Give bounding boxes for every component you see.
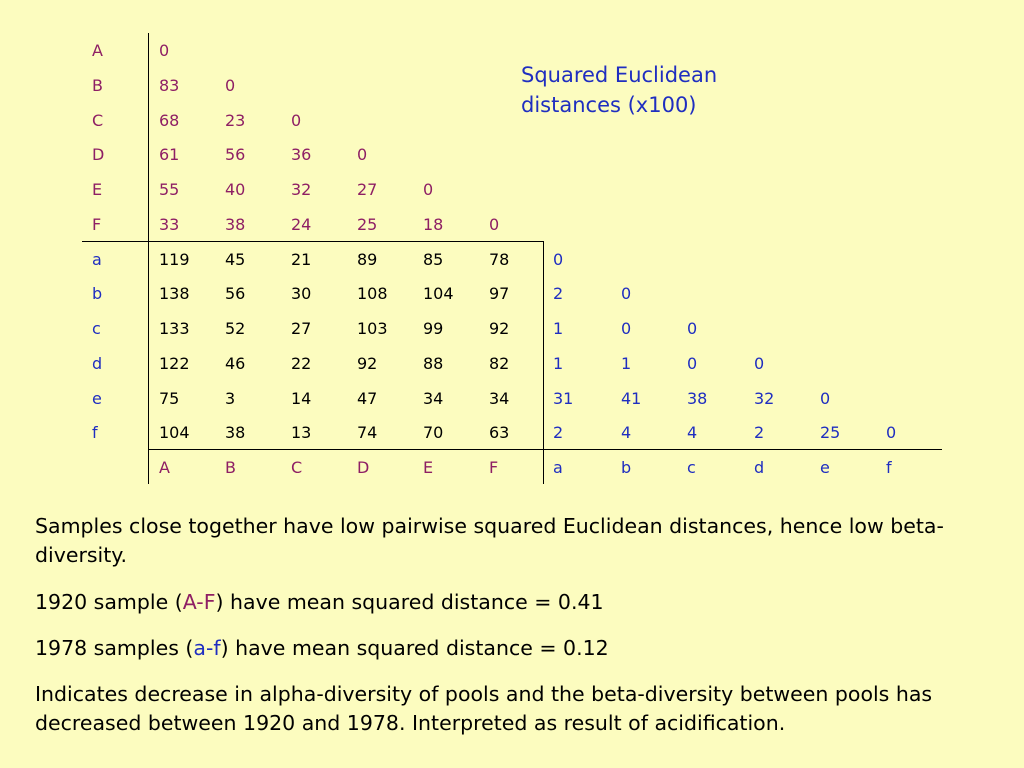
column-label: A (159, 458, 170, 477)
row-label: E (92, 180, 103, 199)
matrix-cell: 45 (225, 249, 246, 269)
paragraph-1978-range: a-f (193, 636, 221, 660)
matrix-cell: 85 (423, 249, 444, 269)
matrix-cell: 1 (621, 353, 632, 373)
matrix-cell: 18 (423, 214, 444, 234)
row-label: D (92, 145, 105, 165)
matrix-cell: 4 (621, 423, 632, 443)
paragraph-1920-suffix: ) have mean squared distance = 0.41 (215, 590, 604, 614)
matrix-cell: 38 (225, 214, 246, 234)
paragraph-1920-prefix: 1920 sample ( (35, 590, 183, 614)
row-label: C (92, 110, 104, 130)
matrix-cell: 133 (159, 319, 190, 338)
matrix-cell: 0 (621, 319, 632, 338)
row-label: b (92, 284, 103, 304)
matrix-cell: 32 (754, 388, 775, 408)
group-divider-vertical (543, 241, 544, 484)
column-label: a (553, 458, 563, 477)
matrix-cell: 92 (357, 353, 378, 373)
matrix-cell: 21 (291, 249, 312, 269)
matrix-cell: 78 (489, 249, 510, 269)
matrix-cell: 70 (423, 423, 444, 443)
column-label: C (291, 458, 303, 477)
matrix-cell: 0 (687, 319, 698, 338)
column-label: b (621, 458, 632, 477)
matrix-cell: 34 (423, 388, 444, 408)
group-divider-horizontal (82, 241, 544, 242)
row-label: B (92, 75, 103, 95)
matrix-cell: 61 (159, 145, 180, 165)
matrix-cell: 82 (489, 353, 510, 373)
row-label: e (92, 388, 102, 408)
matrix-cell: 4 (687, 423, 698, 443)
matrix-cell: 0 (291, 110, 302, 130)
matrix-cell: 3 (225, 388, 236, 408)
row-label: a (92, 249, 102, 269)
matrix-cell: 74 (357, 423, 378, 443)
matrix-cell: 122 (159, 353, 190, 373)
matrix-cell: 2 (553, 284, 564, 304)
matrix-cell: 0 (553, 249, 564, 269)
matrix-cell: 13 (291, 423, 312, 443)
matrix-cell: 88 (423, 353, 444, 373)
matrix-cell: 25 (357, 214, 378, 234)
matrix-cell: 22 (291, 353, 312, 373)
matrix-cell: 75 (159, 388, 180, 408)
matrix-cell: 33 (159, 214, 180, 234)
matrix-cell: 40 (225, 180, 246, 199)
matrix-cell: 52 (225, 319, 246, 338)
matrix-cell: 99 (423, 319, 444, 338)
column-label: f (886, 458, 892, 477)
matrix-cell: 32 (291, 180, 312, 199)
paragraph-1978-mean (35, 634, 1000, 663)
paragraph-1978-suffix: ) have mean squared distance = 0.12 (220, 636, 609, 660)
matrix-cell: 30 (291, 284, 312, 304)
matrix-cell: 108 (357, 284, 388, 304)
column-label: B (225, 458, 236, 477)
column-label-divider (148, 449, 942, 450)
row-label: F (92, 214, 102, 234)
row-label: c (92, 319, 101, 338)
matrix-cell: 41 (621, 388, 642, 408)
row-label-divider (148, 33, 149, 484)
row-label: f (92, 423, 98, 443)
paragraph-interpretation: Indicates decrease in alpha-diversity of pools and the beta-diversity between pools has decreased between 1920 and 1978. Interpreted as result of acidification. (35, 682, 933, 735)
matrix-cell: 2 (754, 423, 765, 443)
matrix-cell: 0 (820, 388, 831, 408)
matrix-cell: 31 (553, 388, 574, 408)
paragraph-close-samples: Samples close together have low pairwise squared Euclidean distances, hence low beta-diversity. (35, 514, 944, 567)
matrix-cell: 103 (357, 319, 388, 338)
matrix-cell: 36 (291, 145, 312, 165)
matrix-cell: 0 (754, 353, 765, 373)
paragraph-1920-range: A-F (182, 590, 216, 614)
matrix-cell: 55 (159, 180, 180, 199)
matrix-cell: 14 (291, 388, 312, 408)
matrix-cell: 24 (291, 214, 312, 234)
column-label: c (687, 458, 696, 477)
matrix-cell: 56 (225, 284, 246, 304)
matrix-cell: 1 (553, 319, 564, 338)
column-label: F (489, 458, 499, 477)
column-label: D (357, 458, 370, 477)
matrix-cell: 25 (820, 423, 841, 443)
matrix-cell: 34 (489, 388, 510, 408)
matrix-cell: 119 (159, 249, 190, 269)
column-label: e (820, 458, 830, 477)
matrix-cell: 0 (621, 284, 632, 304)
matrix-cell: 0 (886, 423, 897, 443)
row-label: d (92, 353, 103, 373)
matrix-cell: 27 (291, 319, 312, 338)
matrix-cell: 38 (687, 388, 708, 408)
matrix-cell: 104 (423, 284, 454, 304)
matrix-cell: 38 (225, 423, 246, 443)
matrix-cell: 0 (225, 75, 236, 95)
matrix-cell: 1 (553, 353, 564, 373)
matrix-cell: 0 (159, 41, 170, 60)
column-label: d (754, 458, 765, 477)
matrix-cell: 27 (357, 180, 378, 199)
matrix-cell: 56 (225, 145, 246, 165)
matrix-cell: 97 (489, 284, 510, 304)
matrix-cell: 0 (489, 214, 500, 234)
matrix-cell: 0 (357, 145, 368, 165)
matrix-cell: 47 (357, 388, 378, 408)
matrix-cell: 46 (225, 353, 246, 373)
matrix-cell: 104 (159, 423, 190, 443)
matrix-cell: 68 (159, 110, 180, 130)
matrix-cell: 2 (553, 423, 564, 443)
row-label: A (92, 41, 103, 60)
matrix-cell: 89 (357, 249, 378, 269)
matrix-caption: Squared Euclidean distances (x100) (521, 63, 718, 117)
matrix-cell: 138 (159, 284, 190, 304)
paragraph-1978-prefix: 1978 samples ( (35, 636, 194, 660)
matrix-cell: 0 (423, 180, 434, 199)
column-label: E (423, 458, 434, 477)
matrix-cell: 0 (687, 353, 698, 373)
matrix-cell: 23 (225, 110, 246, 130)
matrix-cell: 63 (489, 423, 510, 443)
matrix-cell: 92 (489, 319, 510, 338)
matrix-cell: 83 (159, 75, 180, 95)
paragraph-1920-mean (35, 588, 1000, 617)
